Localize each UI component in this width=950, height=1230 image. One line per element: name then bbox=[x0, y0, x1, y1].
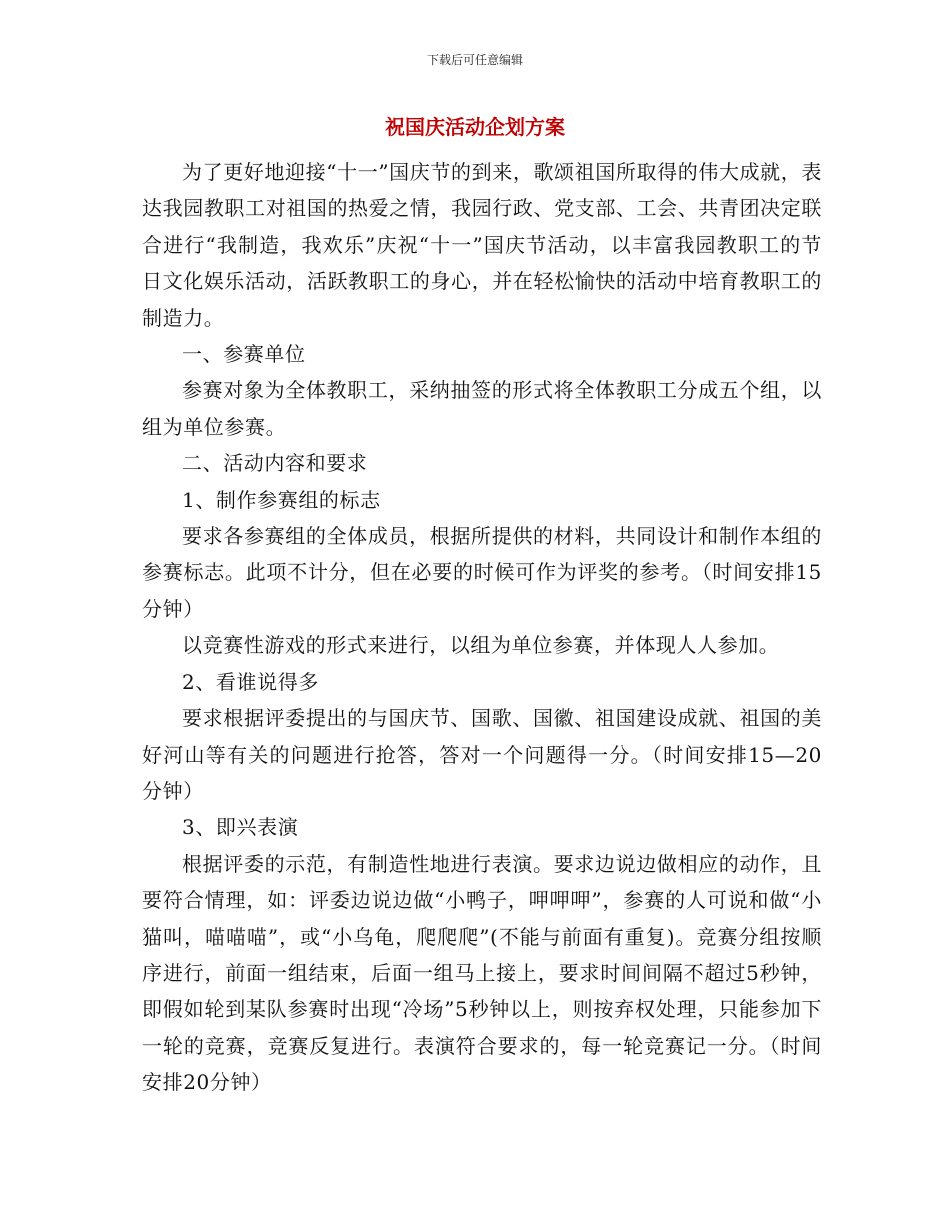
body-paragraph: 根据评委的示范，有制造性地进行表演。要求边说边做相应的动作，且要符合情理，如：评委边说边做“小鸭子，呷呷呷”，参赛的人可说和做“小猫叫，喵喵喵”，或“小乌龟，爬爬爬”(不能与前面有重复)。竞赛分组按顺序进行，前面一组结束，后面一组马上接上，要求时间间隔不超过5秒钟，即假如轮到某队参赛时出现“冷场”5秒钟以上，则按弃权处理，只能参加下一轮的竞赛，竞赛反复进行。表演符合要求的，每一轮竞赛记一分。（时间安排20分钟） bbox=[142, 851, 822, 1095]
body-paragraph: 以竞赛性游戏的形式来进行，以组为单位参赛，并体现人人参加。 bbox=[182, 633, 780, 658]
subsection-heading: 3、即兴表演 bbox=[182, 815, 299, 840]
page-header-note: 下载后可任意编辑 bbox=[426, 53, 523, 67]
document-title: 祝国庆活动企划方案 bbox=[385, 115, 565, 139]
body-paragraph: 参赛对象为全体教职工，采纳抽签的形式将全体教职工分成五个组，以组为单位参赛。 bbox=[142, 378, 822, 439]
intro-paragraph: 为了更好地迎接“十一”国庆节的到来，歌颂祖国所取得的伟大成就，表达我园教职工对祖国的热爱之情，我园行政、党支部、工会、共青团决定联合进行“我制造，我欢乐”庆祝“十一”国庆节活动，以丰富我园教职工的节日文化娱乐活动，活跃教职工的身心，并在轻松愉快的活动中培育教职工的制造力。 bbox=[142, 160, 822, 330]
section-heading: 一、参赛单位 bbox=[182, 342, 306, 367]
document-body bbox=[142, 154, 822, 1101]
body-paragraph: 要求根据评委提出的与国庆节、国歌、国徽、祖国建设成就、祖国的美好河山等有关的问题进行抢答，答对一个问题得一分。（时间安排15—20分钟） bbox=[142, 706, 822, 803]
body-paragraph: 要求各参赛组的全体成员，根据所提供的材料，共同设计和制作本组的参赛标志。此项不计分，但在必要的时候可作为评奖的参考。（时间安排15分钟） bbox=[142, 524, 822, 621]
section-heading: 二、活动内容和要求 bbox=[182, 451, 368, 476]
subsection-heading: 1、制作参赛组的标志 bbox=[182, 487, 381, 512]
subsection-heading: 2、看谁说得多 bbox=[182, 669, 319, 694]
